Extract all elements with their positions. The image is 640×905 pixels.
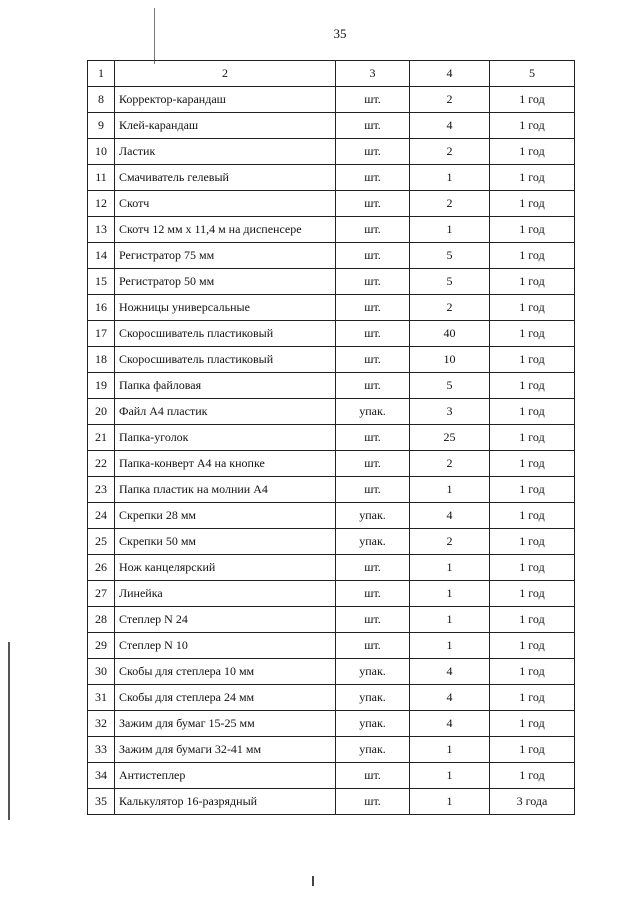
table-row xyxy=(88,763,575,789)
column-header: 3 xyxy=(336,61,410,87)
item-term: 1 год xyxy=(490,477,575,503)
item-quantity: 2 xyxy=(410,529,490,555)
row-number: 20 xyxy=(88,399,115,425)
item-term: 1 год xyxy=(490,425,575,451)
item-term: 1 год xyxy=(490,763,575,789)
item-term: 1 год xyxy=(490,295,575,321)
item-unit: упак. xyxy=(336,659,410,685)
item-quantity: 1 xyxy=(410,217,490,243)
item-term: 1 год xyxy=(490,607,575,633)
item-term: 1 год xyxy=(490,191,575,217)
item-term: 1 год xyxy=(490,269,575,295)
item-quantity: 4 xyxy=(410,659,490,685)
item-name: Регистратор 50 мм xyxy=(115,269,336,295)
row-number: 29 xyxy=(88,633,115,659)
item-name: Скрепки 50 мм xyxy=(115,529,336,555)
item-unit: шт. xyxy=(336,165,410,191)
item-name: Зажим для бумаг 15-25 мм xyxy=(115,711,336,737)
item-name: Ластик xyxy=(115,139,336,165)
item-quantity: 3 xyxy=(410,399,490,425)
item-term: 1 год xyxy=(490,529,575,555)
table-body xyxy=(88,87,575,815)
item-unit: шт. xyxy=(336,373,410,399)
item-unit: шт. xyxy=(336,295,410,321)
item-term: 1 год xyxy=(490,373,575,399)
row-number: 8 xyxy=(88,87,115,113)
item-term: 1 год xyxy=(490,321,575,347)
item-quantity: 4 xyxy=(410,711,490,737)
item-quantity: 4 xyxy=(410,685,490,711)
row-number: 26 xyxy=(88,555,115,581)
item-unit: упак. xyxy=(336,737,410,763)
item-quantity: 25 xyxy=(410,425,490,451)
item-name: Корректор-карандаш xyxy=(115,87,336,113)
column-header: 1 xyxy=(88,61,115,87)
row-number: 15 xyxy=(88,269,115,295)
item-unit: шт. xyxy=(336,451,410,477)
item-unit: шт. xyxy=(336,139,410,165)
row-number: 24 xyxy=(88,503,115,529)
table-row xyxy=(88,451,575,477)
item-quantity: 1 xyxy=(410,789,490,815)
item-name: Файл А4 пластик xyxy=(115,399,336,425)
table-row xyxy=(88,659,575,685)
row-number: 22 xyxy=(88,451,115,477)
table-row xyxy=(88,191,575,217)
row-number: 10 xyxy=(88,139,115,165)
row-number: 33 xyxy=(88,737,115,763)
item-quantity: 1 xyxy=(410,555,490,581)
item-quantity: 2 xyxy=(410,87,490,113)
row-number: 9 xyxy=(88,113,115,139)
table-row xyxy=(88,165,575,191)
item-quantity: 4 xyxy=(410,113,490,139)
item-term: 1 год xyxy=(490,555,575,581)
scan-mark-bottom xyxy=(312,876,314,886)
table-row xyxy=(88,633,575,659)
item-term: 1 год xyxy=(490,113,575,139)
row-number: 34 xyxy=(88,763,115,789)
item-name: Скобы для степлера 10 мм xyxy=(115,659,336,685)
item-unit: шт. xyxy=(336,633,410,659)
row-number: 18 xyxy=(88,347,115,373)
item-quantity: 1 xyxy=(410,763,490,789)
column-header: 5 xyxy=(490,61,575,87)
item-unit: шт. xyxy=(336,607,410,633)
item-name: Скрепки 28 мм xyxy=(115,503,336,529)
item-quantity: 1 xyxy=(410,607,490,633)
item-name: Ножницы универсальные xyxy=(115,295,336,321)
item-quantity: 5 xyxy=(410,373,490,399)
table-row xyxy=(88,347,575,373)
row-number: 21 xyxy=(88,425,115,451)
item-unit: шт. xyxy=(336,269,410,295)
table-row xyxy=(88,399,575,425)
item-term: 1 год xyxy=(490,659,575,685)
item-term: 1 год xyxy=(490,711,575,737)
item-unit: шт. xyxy=(336,321,410,347)
row-number: 17 xyxy=(88,321,115,347)
item-unit: упак. xyxy=(336,685,410,711)
table-row xyxy=(88,113,575,139)
item-unit: шт. xyxy=(336,217,410,243)
table-row xyxy=(88,685,575,711)
table-row xyxy=(88,607,575,633)
row-number: 32 xyxy=(88,711,115,737)
table-row xyxy=(88,503,575,529)
item-quantity: 1 xyxy=(410,633,490,659)
item-unit: шт. xyxy=(336,243,410,269)
item-term: 1 год xyxy=(490,581,575,607)
item-name: Степлер N 24 xyxy=(115,607,336,633)
scan-mark-left xyxy=(8,642,10,820)
item-unit: шт. xyxy=(336,347,410,373)
row-number: 16 xyxy=(88,295,115,321)
item-name: Регистратор 75 мм xyxy=(115,243,336,269)
item-name: Папка-уголок xyxy=(115,425,336,451)
item-name: Калькулятор 16-разрядный xyxy=(115,789,336,815)
item-quantity: 1 xyxy=(410,581,490,607)
item-term: 3 года xyxy=(490,789,575,815)
table-row xyxy=(88,373,575,399)
item-unit: упак. xyxy=(336,711,410,737)
item-name: Смачиватель гелевый xyxy=(115,165,336,191)
item-quantity: 10 xyxy=(410,347,490,373)
item-quantity: 1 xyxy=(410,477,490,503)
item-name: Нож канцелярский xyxy=(115,555,336,581)
item-unit: шт. xyxy=(336,477,410,503)
row-number: 25 xyxy=(88,529,115,555)
item-term: 1 год xyxy=(490,347,575,373)
item-term: 1 год xyxy=(490,737,575,763)
table-row xyxy=(88,711,575,737)
row-number: 19 xyxy=(88,373,115,399)
table-row xyxy=(88,87,575,113)
item-term: 1 год xyxy=(490,217,575,243)
item-unit: шт. xyxy=(336,763,410,789)
item-unit: шт. xyxy=(336,555,410,581)
item-quantity: 4 xyxy=(410,503,490,529)
item-quantity: 2 xyxy=(410,451,490,477)
item-name: Папка пластик на молнии А4 xyxy=(115,477,336,503)
item-name: Зажим для бумаги 32-41 мм xyxy=(115,737,336,763)
table-row xyxy=(88,139,575,165)
item-unit: шт. xyxy=(336,425,410,451)
item-unit: шт. xyxy=(336,87,410,113)
item-unit: шт. xyxy=(336,191,410,217)
table-row xyxy=(88,269,575,295)
item-quantity: 5 xyxy=(410,269,490,295)
item-term: 1 год xyxy=(490,503,575,529)
item-quantity: 2 xyxy=(410,139,490,165)
item-name: Скоросшиватель пластиковый xyxy=(115,321,336,347)
item-quantity: 1 xyxy=(410,165,490,191)
item-name: Линейка xyxy=(115,581,336,607)
item-unit: шт. xyxy=(336,113,410,139)
item-quantity: 5 xyxy=(410,243,490,269)
item-name: Антистеплер xyxy=(115,763,336,789)
column-header: 2 xyxy=(115,61,336,87)
table-row xyxy=(88,243,575,269)
table-row xyxy=(88,425,575,451)
table-row xyxy=(88,737,575,763)
item-quantity: 2 xyxy=(410,295,490,321)
table-row xyxy=(88,217,575,243)
item-term: 1 год xyxy=(490,633,575,659)
row-number: 23 xyxy=(88,477,115,503)
item-term: 1 год xyxy=(490,399,575,425)
row-number: 11 xyxy=(88,165,115,191)
table-row xyxy=(88,295,575,321)
table-row xyxy=(88,581,575,607)
item-name: Скоросшиватель пластиковый xyxy=(115,347,336,373)
item-unit: упак. xyxy=(336,529,410,555)
page-number: 35 xyxy=(333,26,347,41)
item-quantity: 2 xyxy=(410,191,490,217)
item-name: Клей-карандаш xyxy=(115,113,336,139)
column-header: 4 xyxy=(410,61,490,87)
table-row xyxy=(88,529,575,555)
row-number: 28 xyxy=(88,607,115,633)
row-number: 30 xyxy=(88,659,115,685)
item-name: Степлер N 10 xyxy=(115,633,336,659)
item-term: 1 год xyxy=(490,139,575,165)
table-row xyxy=(88,555,575,581)
item-quantity: 1 xyxy=(410,737,490,763)
table-row xyxy=(88,477,575,503)
table-header-row xyxy=(88,61,575,87)
supplies-table xyxy=(87,60,575,815)
row-number: 12 xyxy=(88,191,115,217)
item-unit: упак. xyxy=(336,399,410,425)
item-name: Скотч 12 мм х 11,4 м на диспенсере xyxy=(115,217,336,243)
item-name: Папка-конверт А4 на кнопке xyxy=(115,451,336,477)
item-term: 1 год xyxy=(490,165,575,191)
row-number: 31 xyxy=(88,685,115,711)
item-term: 1 год xyxy=(490,685,575,711)
item-unit: шт. xyxy=(336,789,410,815)
row-number: 13 xyxy=(88,217,115,243)
item-unit: упак. xyxy=(336,503,410,529)
table-row xyxy=(88,321,575,347)
row-number: 35 xyxy=(88,789,115,815)
table-row xyxy=(88,789,575,815)
item-term: 1 год xyxy=(490,451,575,477)
item-name: Скотч xyxy=(115,191,336,217)
item-term: 1 год xyxy=(490,243,575,269)
row-number: 14 xyxy=(88,243,115,269)
item-unit: шт. xyxy=(336,581,410,607)
item-term: 1 год xyxy=(490,87,575,113)
item-name: Папка файловая xyxy=(115,373,336,399)
item-name: Скобы для степлера 24 мм xyxy=(115,685,336,711)
item-quantity: 40 xyxy=(410,321,490,347)
row-number: 27 xyxy=(88,581,115,607)
